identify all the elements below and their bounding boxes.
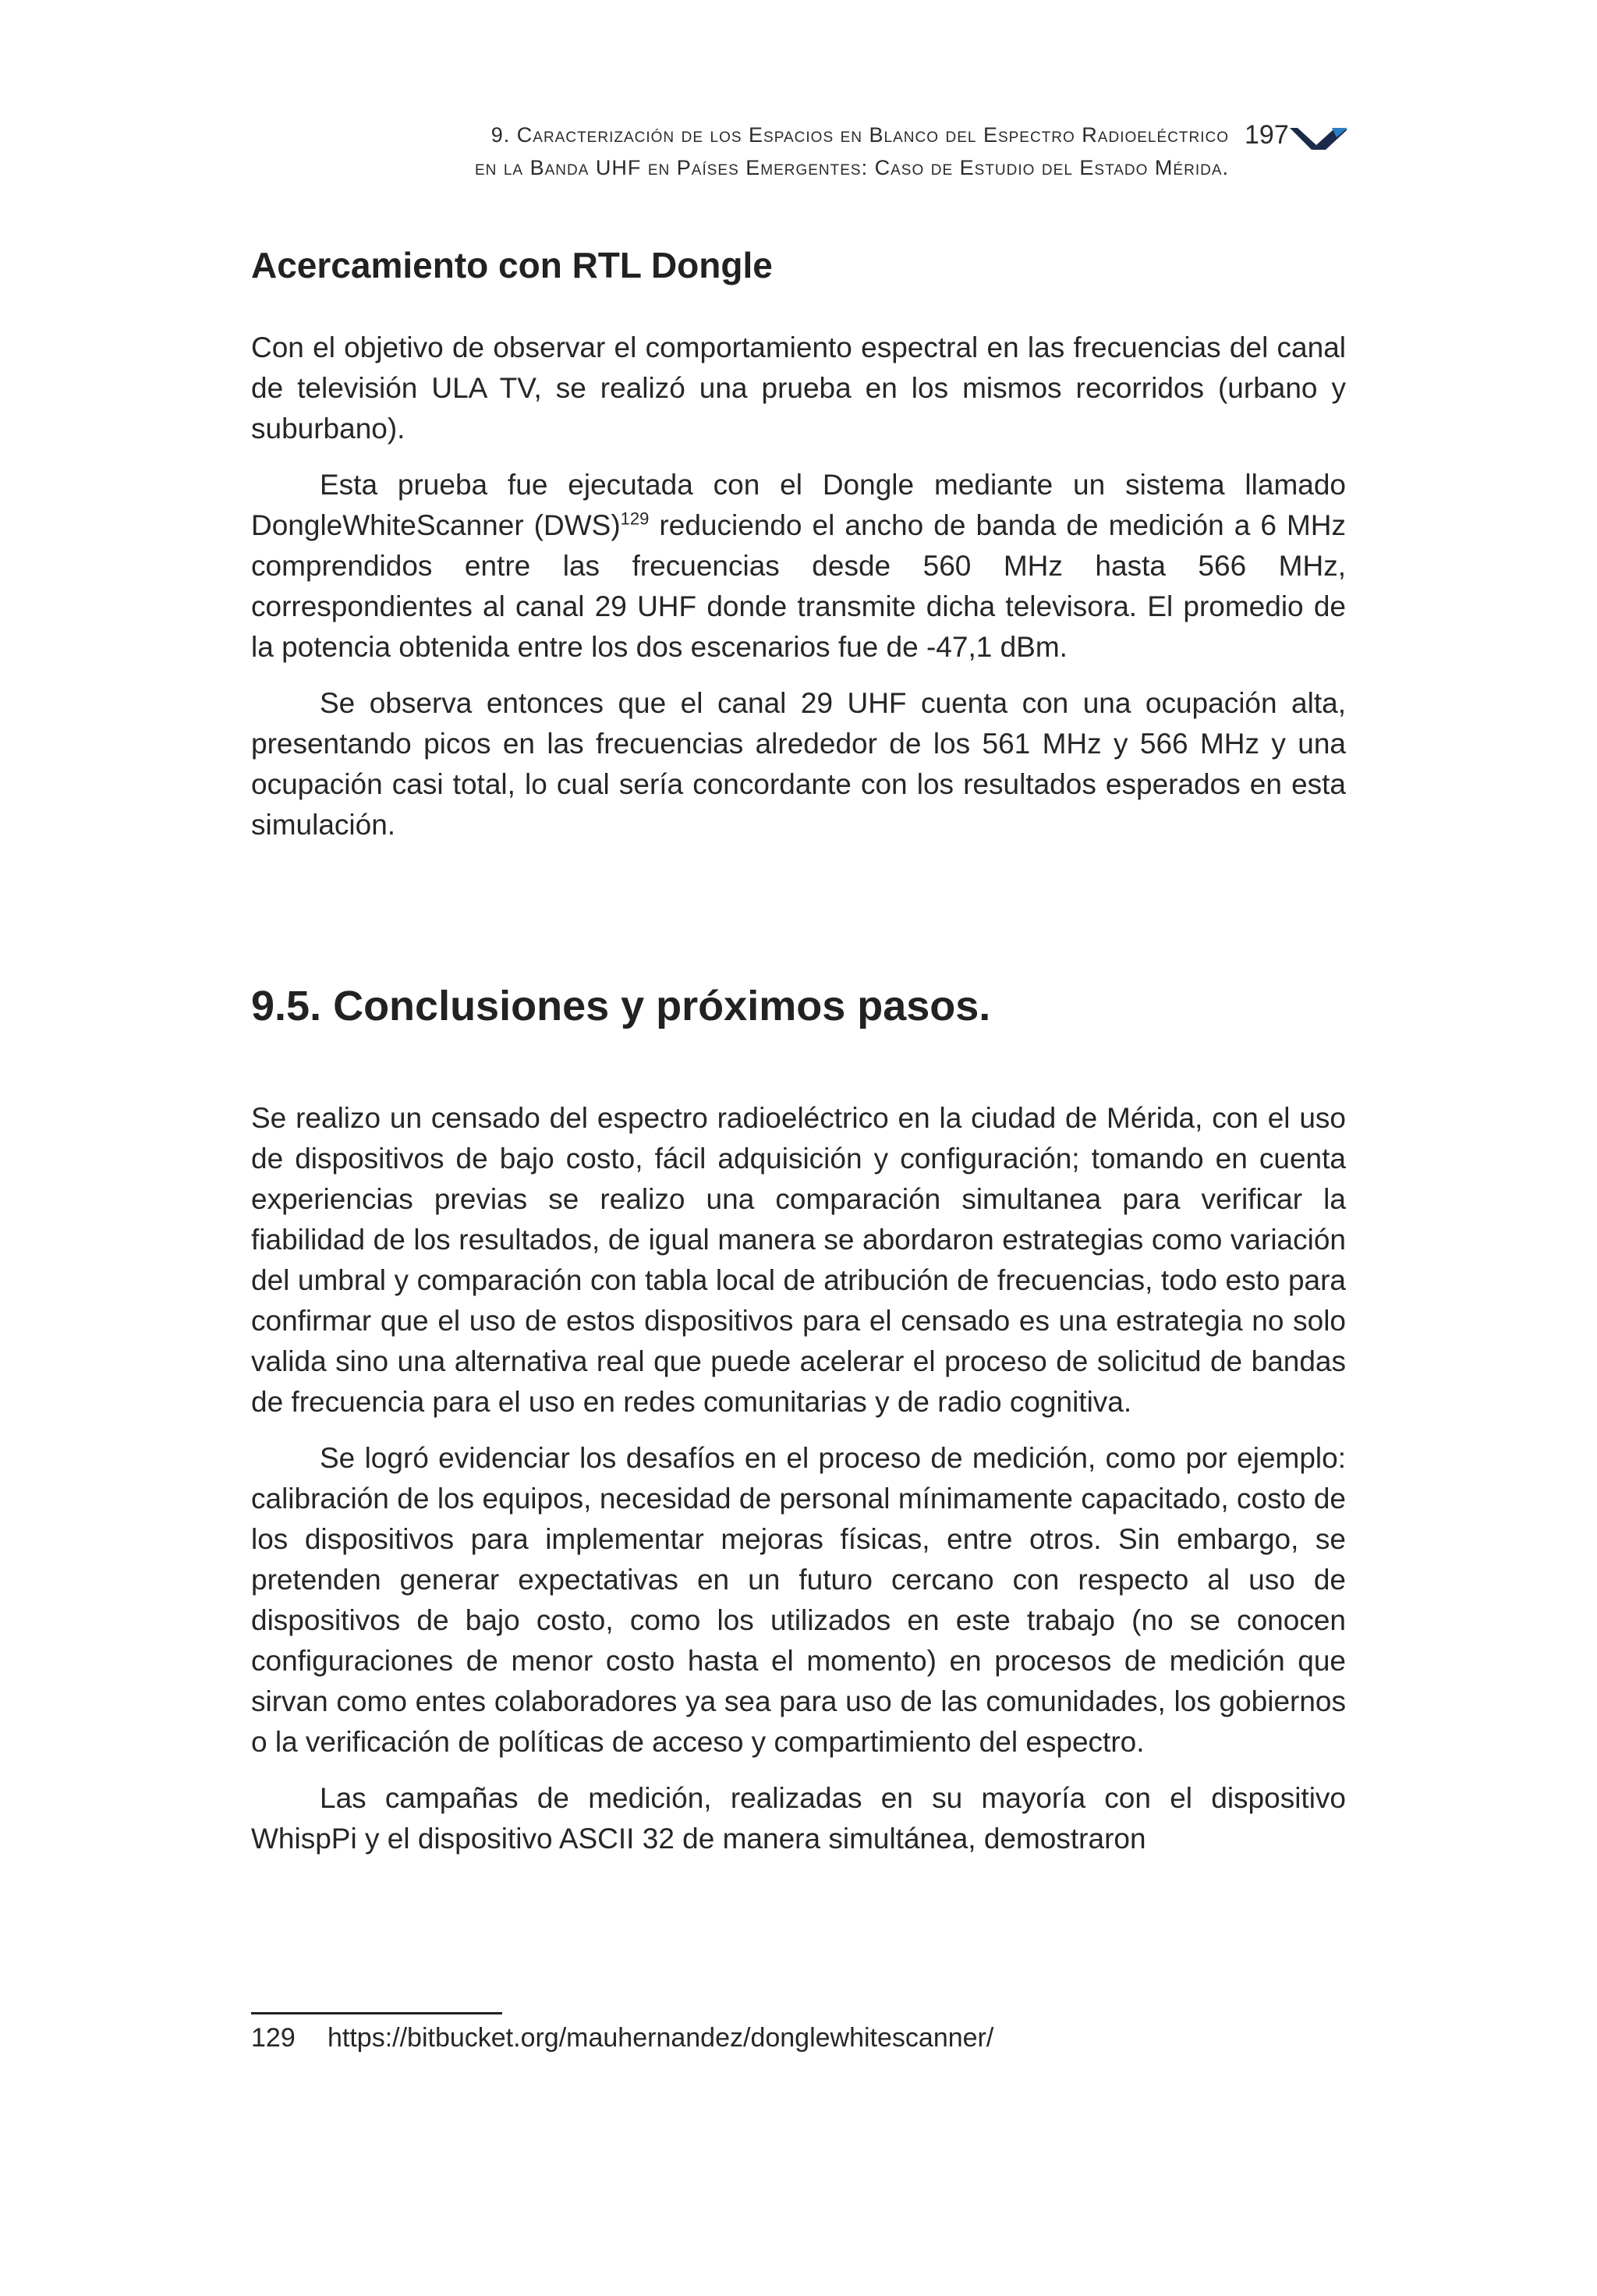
footnote-separator xyxy=(251,2012,502,2014)
paragraph: Se logró evidenciar los desafíos en el proceso de medición, como por ejemplo: calibración de los equipos, necesidad de personal mínimamente capacitado, costo de los dispositivos para implementar mejoras físicas, entre otros. Sin embargo, se pretenden generar expectativas en un futuro cercano con respecto al uso de dispositivos de bajo costo, como los utilizados en este trabajo (no se conocen configuraciones de menor costo hasta el momento) en procesos de medición que sirvan como entes colaboradores ya sea para uso de las comunidades, los gobiernos o la verificación de políticas de acceso y compartimiento del espectro. xyxy=(251,1442,1346,1758)
page-number: 197 xyxy=(1245,120,1289,150)
paragraph-text: reduciendo el ancho de banda de medición a 6 MHz comprendidos entre las frecuencias desde 560 MHz hasta 566 MHz, correspondientes al canal 29 UHF donde transmite dicha televisora. El promedio de la potencia obtenida entre los dos escenarios fue de -47,1 dBm. xyxy=(251,509,1346,663)
paragraph: Se observa entonces que el canal 29 UHF cuenta con una ocupación alta, presentando picos en las frecuencias alrededor de los 561 MHz y 566 MHz y una ocupación casi total, lo cual sería concordante con los resultados esperados en esta simulación. xyxy=(251,687,1346,841)
section-rtl-dongle-body xyxy=(251,328,1346,845)
running-header xyxy=(374,119,1349,184)
section-heading-conclusions: 9.5. Conclusiones y próximos pasos. xyxy=(251,983,991,1029)
footnote-link[interactable]: https://bitbucket.org/mauhernandez/donglewhitescanner/ xyxy=(328,2023,994,2053)
paragraph: Las campañas de medición, realizadas en su mayoría con el dispositivo WhispPi y el dispositivo ASCII 32 de manera simultánea, demostraron xyxy=(251,1782,1346,1855)
footnote-reference[interactable]: 129 xyxy=(620,508,650,529)
paragraph xyxy=(251,465,1346,668)
chevron-logo-icon xyxy=(1290,125,1347,153)
section-heading-rtl-dongle: Acercamiento con RTL Dongle xyxy=(251,245,773,285)
running-header-line-1: 9. Caracterización de los Espacios en Blanco del Espectro Radioeléctrico xyxy=(490,123,1229,147)
paragraph-text: Esta prueba fue ejecutada con el Dongle mediante un sistema llamado DongleWhiteScanner (DWS) xyxy=(251,469,1346,541)
running-header-line-2: en la Banda UHF en Países Emergentes: Caso de Estudio del Estado Mérida. xyxy=(474,156,1229,179)
section-conclusions-body xyxy=(251,1098,1346,1859)
paragraph: Con el objetivo de observar el comportamiento espectral en las frecuencias del canal de televisión ULA TV, se realizó una prueba en los mismos recorridos (urbano y suburbano). xyxy=(251,331,1346,445)
paragraph: Se realizo un censado del espectro radioeléctrico en la ciudad de Mérida, con el uso de dispositivos de bajo costo, fácil adquisición y configuración; tomando en cuenta experiencias previas se realizo una comparación simultanea para verificar la fiabilidad de los resultados, de igual manera se abordaron estrategias como variación del umbral y comparación con tabla local de atribución de frecuencias, todo esto para confirmar que el uso de estos dispositivos para el censado es una estrategia no solo valida sino una alternativa real que puede acelerar el proceso de solicitud de bandas de frecuencia para el uso en redes comunitarias y de radio cognitiva. xyxy=(251,1102,1346,1418)
footnote xyxy=(251,2018,1346,2057)
footnote-number: 129 xyxy=(251,2023,296,2053)
